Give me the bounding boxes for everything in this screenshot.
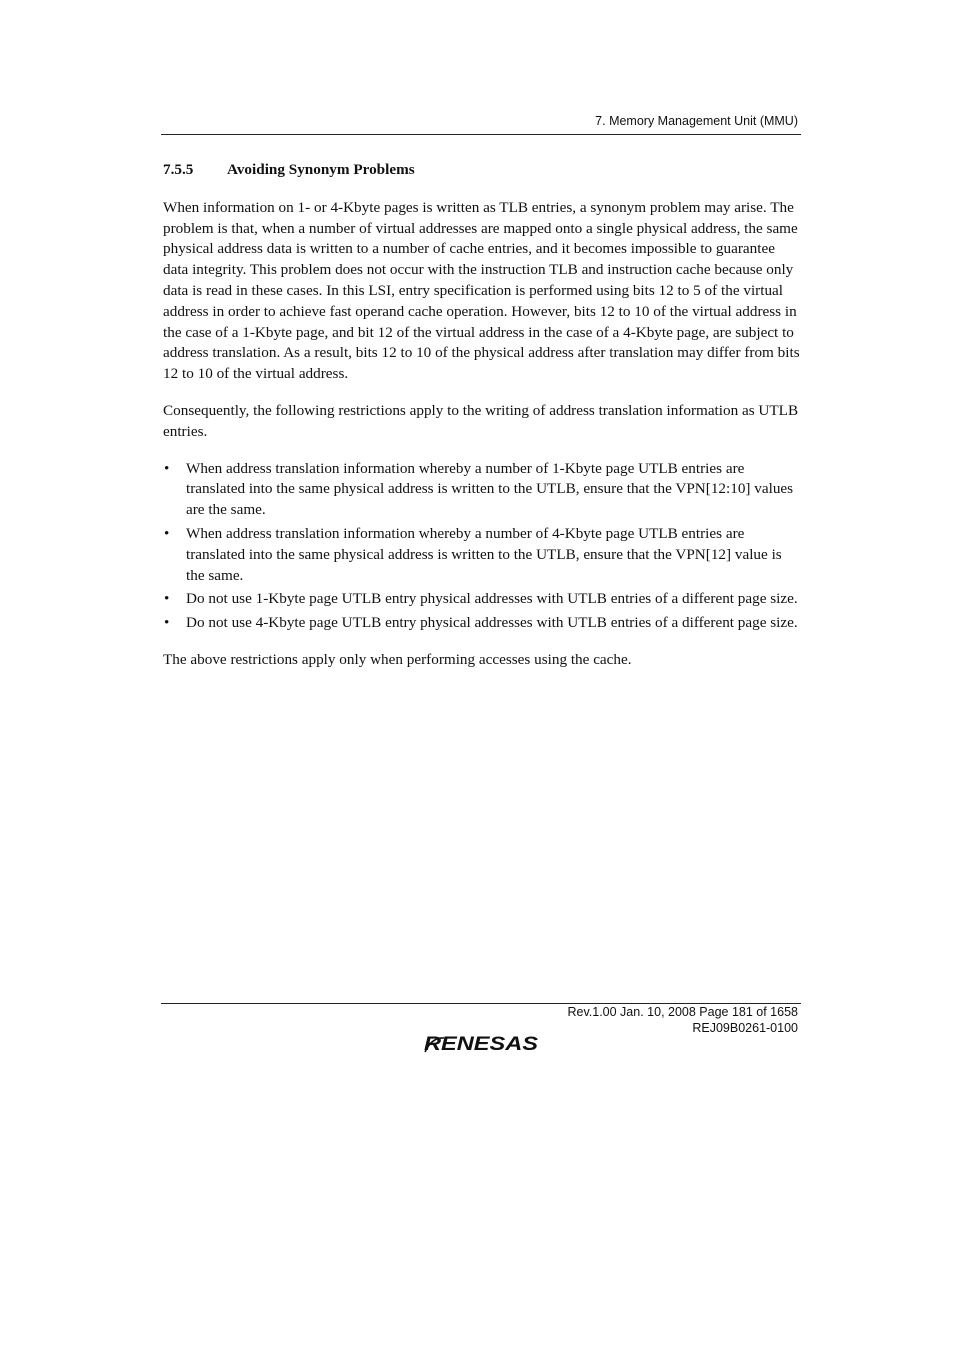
list-item bbox=[163, 589, 801, 610]
header-rule bbox=[161, 134, 801, 135]
list-item bbox=[163, 524, 801, 586]
renesas-logo-icon bbox=[422, 1033, 542, 1055]
list-item-text: When address translation information whereby a number of 4-Kbyte page UTLB entries are translated into the same physical address is written to the UTLB, ensure that the VPN[12] value is the same. bbox=[186, 524, 782, 584]
list-item-text: When address translation information whereby a number of 1-Kbyte page UTLB entries are translated into the same physical address is written to the UTLB, ensure that the VPN[12:10] values are the same. bbox=[186, 459, 794, 519]
list-item bbox=[163, 459, 801, 521]
list-item-text: Do not use 4-Kbyte page UTLB entry physical addresses with UTLB entries of a different page size. bbox=[186, 614, 798, 632]
bullet-icon: • bbox=[164, 590, 170, 608]
bullet-icon: • bbox=[164, 524, 170, 542]
page-footer bbox=[567, 1005, 798, 1036]
running-header: 7. Memory Management Unit (MMU) bbox=[595, 114, 798, 128]
page-body bbox=[163, 160, 801, 687]
closing-paragraph: The above restrictions apply only when performing accesses using the cache. bbox=[163, 650, 632, 668]
list-item bbox=[163, 613, 801, 634]
logo-wordmark: RENESAS bbox=[424, 1034, 539, 1055]
bullet-icon: • bbox=[164, 459, 170, 477]
section-title: Avoiding Synonym Problems bbox=[227, 161, 415, 178]
list-item-text: Do not use 1-Kbyte page UTLB entry physical addresses with UTLB entries of a different page size. bbox=[186, 590, 798, 608]
body-paragraph-restrictions: Consequently, the following restrictions apply to the writing of address translation information as UTLB entries. bbox=[163, 401, 799, 440]
body-paragraph-intro: When information on 1- or 4-Kbyte pages is written as TLB entries, a synonym problem may arise. The problem is that, when a number of virtual addresses are mapped onto a single physical address, the same physical address data is written to a number of cache entries, and it becomes impossible to guarantee data integrity. This problem does not occur with the instruction TLB and instruction cache because only data is read in these cases. In this LSI, entry specification is performed using bits 12 to 5 of the virtual address in order to achieve fast operand cache operation. However, bits 12 to 10 of the virtual address in the case of a 1-Kbyte page, and bit 12 of the virtual address in the case of a 4-Kbyte page, are subject to address translation. As a result, bits 12 to 10 of the physical address after translation may differ from bits 12 to 10 of the virtual address. bbox=[163, 198, 800, 383]
document-number: REJ09B0261-0100 bbox=[692, 1020, 798, 1035]
bullet-icon: • bbox=[164, 614, 170, 632]
footer-rule bbox=[161, 1003, 801, 1004]
restriction-list bbox=[163, 459, 801, 634]
revision-info: Rev.1.00 Jan. 10, 2008 Page 181 of 1658 bbox=[567, 1005, 798, 1019]
section-heading bbox=[163, 160, 801, 181]
section-number: 7.5.5 bbox=[163, 161, 194, 178]
